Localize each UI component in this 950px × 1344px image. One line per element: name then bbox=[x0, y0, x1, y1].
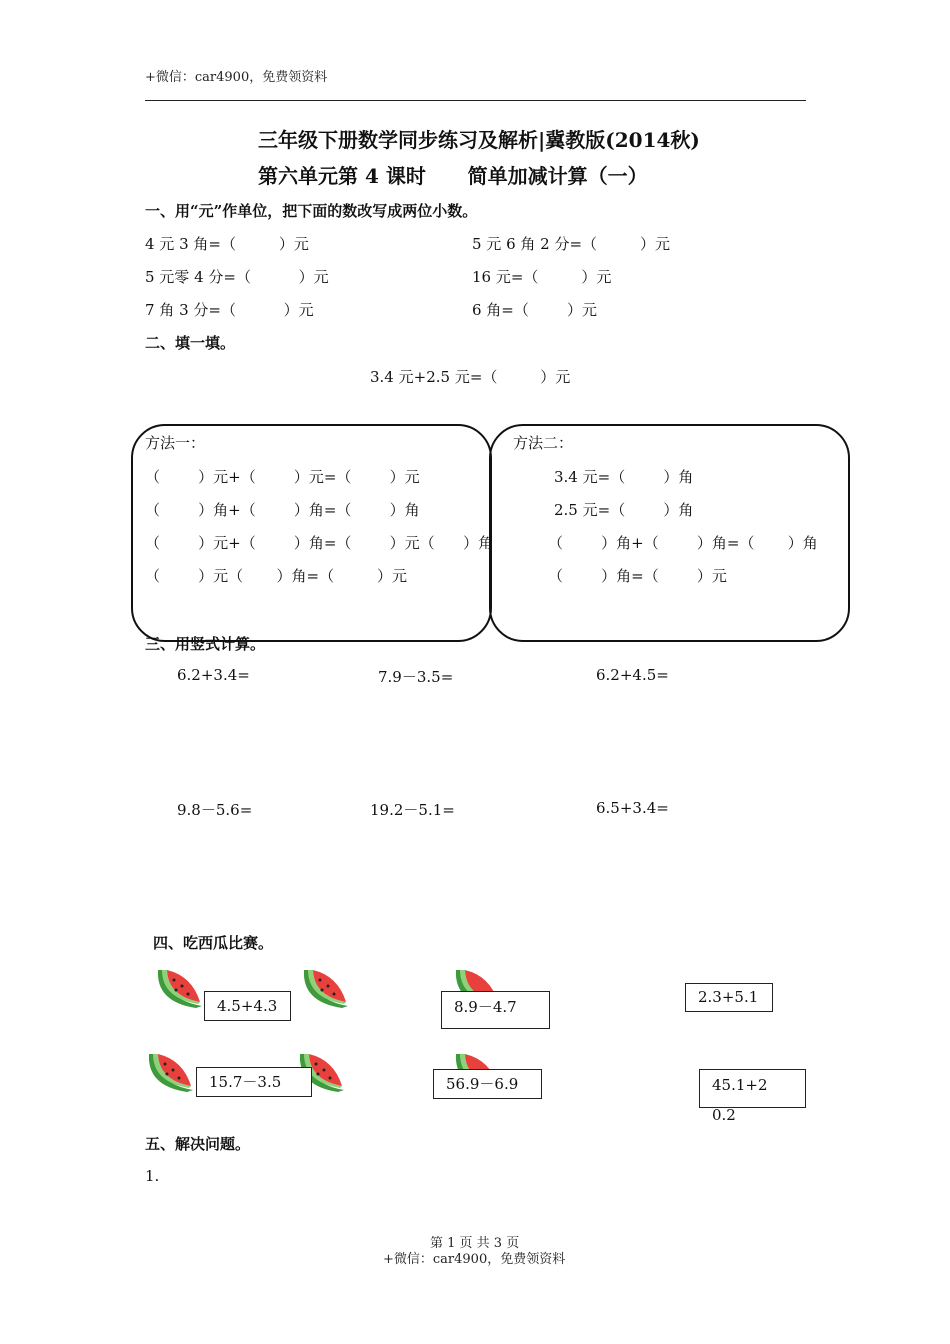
section1-item: 7 角 3 分=（ ）元 bbox=[145, 301, 314, 319]
method1-line: （ ）元+（ ）元=（ ）元 bbox=[145, 468, 420, 486]
method2-line: （ ）角+（ ）角=（ ）角 bbox=[548, 534, 818, 552]
section2-equation: 3.4 元+2.5 元=（ ）元 bbox=[370, 368, 571, 386]
footer-watermark: +微信：car4900，免费领资料 bbox=[383, 1252, 566, 1267]
expression-box: 56.9－6.9 bbox=[433, 1069, 542, 1099]
section1-item: 4 元 3 角=（ ）元 bbox=[145, 235, 309, 253]
header-watermark: +微信：car4900，免费领资料 bbox=[145, 70, 328, 85]
method1-label: 方法一： bbox=[145, 434, 206, 452]
calc-problem: 6.2+4.5= bbox=[596, 666, 669, 684]
method1-line: （ ）元+（ ）角=（ ）元（ ）角 bbox=[145, 534, 494, 552]
section3-heading: 三、用竖式计算。 bbox=[145, 635, 266, 653]
section1-item: 5 元零 4 分=（ ）元 bbox=[145, 268, 329, 286]
lesson-title: 第六单元第 4 课时 简单加减计算（一） bbox=[258, 164, 648, 188]
watermelon-icon bbox=[152, 966, 208, 1010]
header-rule bbox=[145, 100, 806, 101]
watermelon-icon bbox=[143, 1050, 199, 1094]
section1-heading: 一、用“元”作单位，把下面的数改写成两位小数。 bbox=[145, 202, 478, 220]
calc-problem: 6.5+3.4= bbox=[596, 799, 669, 817]
section5-heading: 五、解决问题。 bbox=[145, 1135, 251, 1153]
calc-problem: 19.2－5.1= bbox=[370, 801, 455, 819]
section1-item: 6 角=（ ）元 bbox=[472, 301, 598, 319]
method1-line: （ ）元（ ）角=（ ）元 bbox=[145, 567, 408, 585]
method2-line: 3.4 元=（ ）角 bbox=[554, 468, 694, 486]
section1-item: 5 元 6 角 2 分=（ ）元 bbox=[472, 235, 670, 253]
expression-box: 15.7－3.5 bbox=[196, 1067, 312, 1097]
expression-box: 8.9－4.7 bbox=[441, 991, 550, 1029]
section5-item: 1. bbox=[145, 1167, 160, 1185]
page-number: 第 1 页 共 3 页 bbox=[430, 1236, 520, 1251]
expression-box: 4.5+4.3 bbox=[204, 991, 291, 1021]
calc-problem: 6.2+3.4= bbox=[177, 666, 250, 684]
section1-item: 16 元=（ ）元 bbox=[472, 268, 612, 286]
expression-box: 2.3+5.1 bbox=[685, 983, 773, 1012]
section4-heading: 四、吃西瓜比赛。 bbox=[153, 934, 274, 952]
method2-label: 方法二： bbox=[513, 434, 574, 452]
watermelon-icon bbox=[298, 966, 354, 1010]
method1-line: （ ）角+（ ）角=（ ）角 bbox=[145, 501, 420, 519]
method2-line: （ ）角=（ ）元 bbox=[548, 567, 727, 585]
expression-box: 45.1+20.2 bbox=[699, 1069, 806, 1108]
page-title: 三年级下册数学同步练习及解析|冀教版(2014秋) bbox=[258, 128, 700, 152]
section2-heading: 二、填一填。 bbox=[145, 334, 236, 352]
calc-problem: 7.9－3.5= bbox=[378, 668, 454, 686]
method2-line: 2.5 元=（ ）角 bbox=[554, 501, 694, 519]
calc-problem: 9.8－5.6= bbox=[177, 801, 253, 819]
